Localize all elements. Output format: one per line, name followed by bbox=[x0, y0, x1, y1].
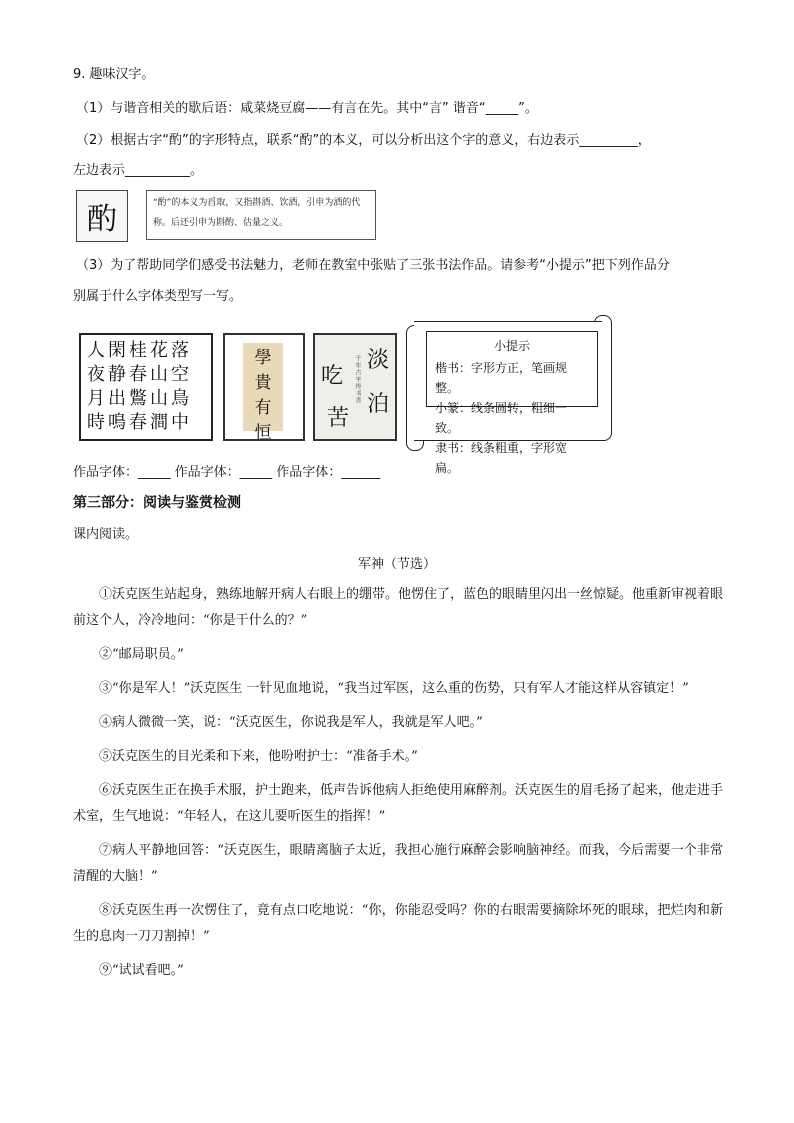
work3-char-3: 淡 bbox=[367, 348, 390, 373]
question-part-3-line-1: （3）为了帮助同学们感受书法魅力，老师在教室中张贴了三张书法作品。请参考“小提示”把下列作品分 bbox=[76, 258, 670, 273]
seal-script-character: 酌 bbox=[76, 190, 128, 242]
question-part-2-line-2: 左边表示__________。 bbox=[73, 163, 204, 178]
paragraph-7: ⑦病人平静地回答：“沃克医生，眼睛离脑子太近，我担心施行麻醉会影响脑神经。而我，今后需要一个非常清醒的大脑！” bbox=[73, 843, 723, 884]
tips-line-1: 楷书：字形方正，笔画规整。 bbox=[435, 361, 568, 395]
paragraph-1: ①沃克医生站起身，熟练地解开病人右眼上的绷带。他愣住了，蓝色的眼睛里闪出一丝惊疑。他重新审视着眼前这个人，冷冷地问：“你是干什么的？” bbox=[73, 587, 724, 628]
tips-line-2: 小篆：线条圆转，粗细一致。 bbox=[435, 401, 568, 435]
scroll-char-2: 貴 bbox=[254, 373, 272, 393]
paragraph-3: ③“你是军人！”沃克医生 一针见血地说，“我当过军医，这么重的伤势，只有军人才能这样从容镇定！” bbox=[99, 681, 689, 696]
question-title: 9. 趣味汉字。 bbox=[73, 67, 155, 82]
paragraph-4: ④病人微微一笑，说：“沃克医生，你说我是军人，我就是军人吧。” bbox=[99, 715, 483, 730]
hanging-scroll bbox=[243, 343, 283, 443]
tips-title: 小提示 bbox=[493, 339, 530, 353]
passage bbox=[73, 582, 723, 992]
tips-scroll bbox=[406, 315, 612, 475]
question-part-3-line-2: 别属于什么字体类型写一写。 bbox=[73, 289, 243, 304]
section-intro: 课内阅读。 bbox=[73, 527, 139, 542]
calligraphy-work-clerical bbox=[313, 333, 397, 441]
paragraph-6: ⑥沃克医生正在换手术服，护士跑来，低声告诉他病人拒绝使用麻醉剂。沃克医生的眉毛扬了起来，他走进手术室，生气地说：“年轻人，在这儿要听医生的指挥！” bbox=[73, 783, 724, 824]
tips-line-3: 隶书：线条粗重，字形宽扁。 bbox=[435, 441, 568, 475]
paragraph-5: ⑤沃克医生的目光柔和下来，他吩咐护士：“准备手术。” bbox=[99, 749, 418, 764]
work3-small-inscription: 千年古字传书香 bbox=[354, 355, 361, 404]
answer-line: 作品字体：_____ 作品字体：_____ 作品字体：______ bbox=[73, 465, 381, 480]
scroll-char-1: 學 bbox=[254, 348, 272, 368]
question-part-2-line-1: （2）根据古字“酌”的字形特点，联系“酌”的本义，可以分析出这个字的意义，右边表示_________， bbox=[76, 133, 651, 148]
tips-box bbox=[426, 331, 598, 475]
work3-char-4: 泊 bbox=[367, 392, 390, 417]
paragraph-9: ⑨“试试看吧。” bbox=[99, 963, 184, 978]
scroll-char-3: 有 bbox=[254, 398, 272, 418]
section-heading: 第三部分：阅读与鉴赏检测 bbox=[73, 495, 241, 511]
calligraphy-work-regular: 人閑桂花落 夜静春山空 月出鷩山鳥 時鳴春澗中 bbox=[79, 333, 213, 441]
work3-char-2: 苦 bbox=[327, 406, 350, 431]
definition-box: “酌”的本义为舀取，又指斟酒、饮酒，引申为酒的代称。后还引申为斟酌、估量之义。 bbox=[146, 190, 376, 240]
paragraph-8: ⑧沃克医生再一次愣住了，竟有点口吃地说：“你，你能忍受吗？你的右眼需要摘除坏死的眼球，把烂肉和新生的息肉一刀刀割掉！” bbox=[73, 903, 723, 944]
question-part-1: （1）与谐音相关的歇后语：咸菜烧豆腐——有言在先。其中“言” 谐音“_____”。 bbox=[76, 101, 538, 116]
calligraphy-work-seal bbox=[223, 333, 305, 441]
paragraph-2: ②“邮局职员。” bbox=[99, 647, 184, 662]
work3-char-1: 吃 bbox=[321, 364, 344, 389]
passage-title: 军神（节选） bbox=[357, 557, 436, 572]
scroll-char-4: 恒 bbox=[254, 423, 272, 443]
